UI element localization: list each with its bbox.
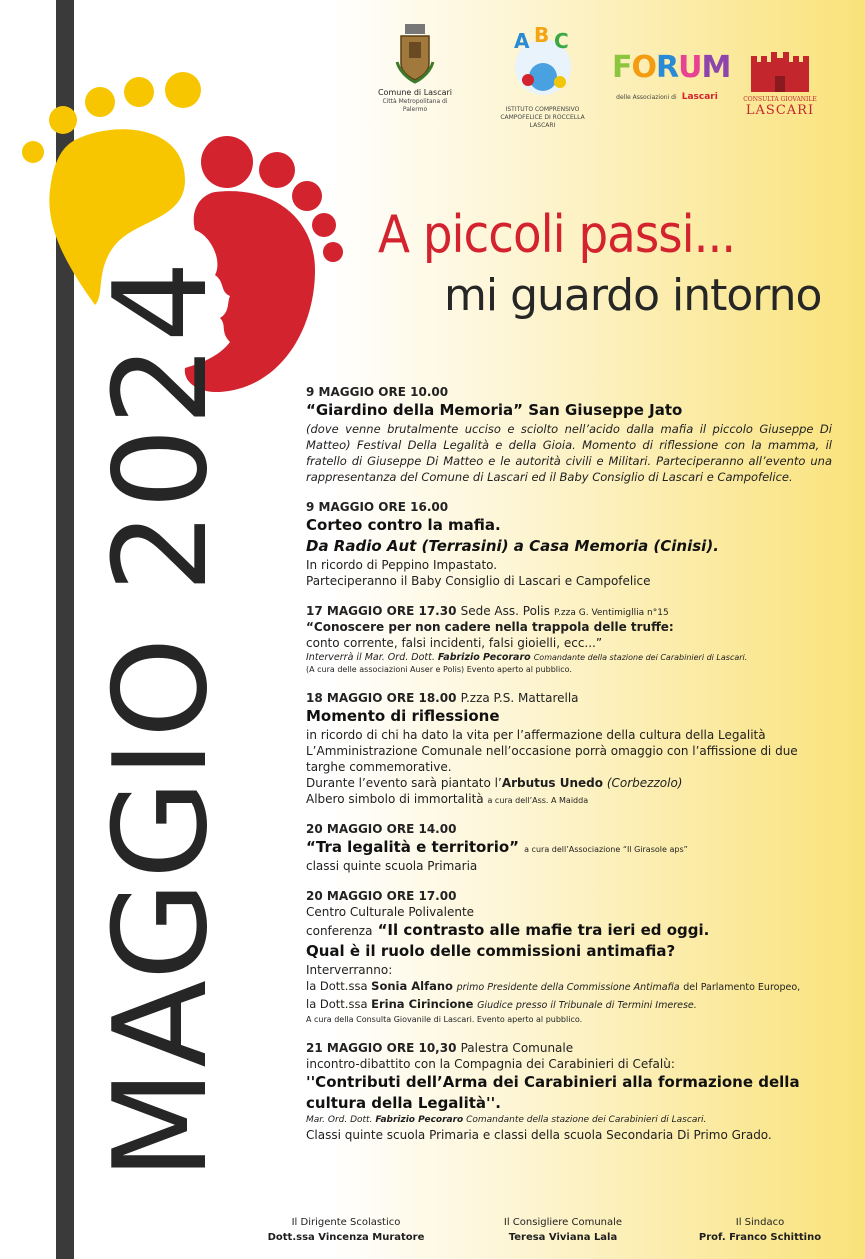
speaker-name: Sonia Alfano <box>371 979 453 993</box>
svg-text:B: B <box>533 23 549 47</box>
istituto-logo <box>495 22 590 130</box>
event-heading: “Tra legalità e territorio” <box>306 838 520 856</box>
event-heading-row <box>306 837 832 858</box>
main-title-line1: A piccoli passi... <box>378 205 736 265</box>
event-line: Classi quinte scuola Primaria e classi della scuola Secondaria Di Primo Grado. <box>306 1128 772 1142</box>
event-address: P.zza G. Ventimigllia n°15 <box>554 608 669 618</box>
consulta-line1: CONSULTA GIOVANILE <box>743 96 817 103</box>
event-line: in ricordo di chi ha dato la vita per l’affermazione della cultura della Legalità <box>306 728 766 742</box>
event-speaker-1 <box>306 978 832 996</box>
speaker-prefix: la Dott.ssa <box>306 979 368 993</box>
svg-text:C: C <box>553 29 569 53</box>
forum-logo: FORUM delle Associazioni di Lascari <box>612 50 731 102</box>
main-title-line2: mi guardo intorno <box>444 270 822 321</box>
comune-logo <box>370 22 460 114</box>
event-date <box>306 1040 832 1056</box>
comune-name: Comune di Lascari <box>377 88 453 97</box>
coat-of-arms-icon <box>395 22 435 84</box>
istituto-line1: ISTITUTO COMPRENSIVO <box>505 106 580 113</box>
event-quote: “Conoscere per non cadere nella trappola delle truffe: <box>306 620 674 634</box>
event-line: In ricordo di Peppino Impastato. <box>306 558 498 572</box>
event-location: P.zza P.S. Mattarella <box>460 691 579 705</box>
abc-school-icon <box>508 22 578 102</box>
signature-role: Il Consigliere Comunale <box>503 1217 623 1228</box>
event-date: 20 MAGGIO ORE 14.00 <box>306 822 457 836</box>
comune-sub: Città Metropolitana di Palermo <box>382 98 448 113</box>
speaker-name: Erina Cirincione <box>371 997 474 1011</box>
event-heading: Momento di riflessione <box>306 707 500 725</box>
event-heading: “Giardino della Memoria” San Giuseppe Jato <box>306 401 683 419</box>
event-date-text: 18 MAGGIO ORE 18.00 <box>306 691 457 705</box>
speaker-role-tail: del Parlamento Europeo, <box>683 982 801 993</box>
event-line: Interverranno: <box>306 963 393 977</box>
event-route: Da Radio Aut (Terrasini) a Casa Memoria (Cinisi) <box>306 537 714 555</box>
consulta-logo <box>738 48 822 118</box>
event-line: classi quinte scuola Primaria <box>306 859 478 873</box>
logo-strip <box>0 0 865 150</box>
event-1 <box>306 384 832 485</box>
consulta-line2: LASCARI <box>745 103 815 118</box>
speaker-role: Comandante della stazione dei Carabinieri di Lascari. <box>533 653 748 662</box>
event-line: Parteciperanno il Baby Consiglio di Lascari e Campofelice <box>306 574 651 588</box>
event-location: Palestra Comunale <box>460 1041 574 1055</box>
event-6 <box>306 888 832 1026</box>
speaker-prefix: Mar. Ord. Dott. <box>306 1115 373 1125</box>
event-speaker <box>306 651 832 664</box>
signature-role: Il Dirigente Scolastico <box>291 1217 401 1228</box>
speaker-name: Fabrizio Pecoraro <box>437 652 531 663</box>
event-date: 9 MAGGIO ORE 16.00 <box>306 500 449 514</box>
event-subheading: Da Radio Aut (Terrasini) a Casa Memoria (Cinisi). <box>306 537 719 555</box>
event-2 <box>306 499 832 589</box>
event-organizer: a cura dell’Associazione “Il Girasole aps” <box>524 845 688 854</box>
event-organizer: a cura dell’Ass. A Maidda <box>487 796 589 805</box>
event-location: Sede Ass. Polis <box>460 604 550 618</box>
event-note: (A cura delle associazioni Auser e Polis) Evento aperto al pubblico. <box>306 665 572 674</box>
castle-icon <box>747 48 813 92</box>
event-date: 9 MAGGIO ORE 10.00 <box>306 385 449 399</box>
event-heading-2: Qual è il ruolo delle commissioni antimafia? <box>306 942 676 960</box>
signature-dirigente <box>246 1215 446 1245</box>
istituto-line3: LASCARI <box>529 122 556 129</box>
event-heading: Corteo contro la mafia. <box>306 516 501 534</box>
event-heading: ''Contributi dell’Arma dei Carabinieri alla formazione della <box>306 1073 800 1091</box>
month-vertical-title: MAGGIO 2024 <box>87 258 236 1180</box>
event-speaker-2 <box>306 996 832 1014</box>
speaker-role: Comandante della stazione dei Carabinieri di Lascari. <box>466 1115 707 1125</box>
svg-text:A: A <box>513 29 529 53</box>
event-text: Durante l’evento sarà piantato l’ <box>306 776 502 790</box>
speaker-prefix: la Dott.ssa <box>306 997 368 1011</box>
event-line: L’Amministrazione Comunale nell’occasione porrà omaggio con l’affissione di due targhe commemorative. <box>306 744 798 774</box>
speaker-role: primo Presidente della Commissione Antimafia <box>456 982 680 993</box>
event-4 <box>306 690 832 807</box>
event-date <box>306 603 832 619</box>
tree-name: Arbutus Unedo <box>501 776 604 790</box>
forum-sub: delle Associazioni di <box>616 94 677 101</box>
event-line: incontro-dibattito con la Compagnia dei Carabinieri di Cefalù: <box>306 1057 675 1071</box>
signature-role: Il Sindaco <box>735 1217 785 1228</box>
signature-name: Dott.ssa Vincenza Muratore <box>267 1232 425 1243</box>
speaker-role: Giudice presso il Tribunale di Termini Imerese. <box>477 1000 697 1011</box>
speaker-name: Fabrizio Pecoraro <box>375 1115 464 1125</box>
event-heading-2: cultura della Legalità''. <box>306 1094 501 1112</box>
event-date: 20 MAGGIO ORE 17.00 <box>306 889 457 903</box>
event-line <box>306 775 832 791</box>
event-speaker <box>306 1114 832 1127</box>
event-5 <box>306 821 832 874</box>
event-heading: “Il contrasto alle mafie tra ieri ed oggi. <box>377 921 710 939</box>
event-date-text: 17 MAGGIO ORE 17.30 <box>306 604 457 618</box>
event-text: conferenza <box>306 924 373 938</box>
event-note: A cura della Consulta Giovanile di Lascari. Evento aperto al pubblico. <box>306 1015 583 1024</box>
signature-name: Teresa Viviana Lala <box>508 1232 618 1243</box>
event-date-text: 21 MAGGIO ORE 10,30 <box>306 1041 457 1055</box>
signature-name: Prof. Franco Schittino <box>698 1232 822 1243</box>
signature-sindaco <box>660 1215 860 1245</box>
forum-town: Lascari <box>681 92 718 102</box>
speaker-prefix: Interverrà il Mar. Ord. Dott. <box>306 652 435 663</box>
event-heading-row <box>306 920 832 941</box>
signature-consigliere <box>463 1215 663 1245</box>
istituto-line2: CAMPOFELICE DI ROCCELLA <box>500 114 585 121</box>
event-7 <box>306 1040 832 1143</box>
event-quote-2: conto corrente, falsi incidenti, falsi gioielli, ecc...” <box>306 636 603 650</box>
event-description: (dove venne brutalmente ucciso e sciolto nell’acido dalla mafia il piccolo Giuseppe Di Matteo) Festival Della Legalità e della Gioia. Momento di riflessione con la mamma, il fratello di Giuseppe Di Matteo e le autorità civili e Militari. Parteciperanno all’evento una rappresentanza del Comune di Lascari ed il Baby Consiglio di Lascari e Campofelice. <box>306 422 832 484</box>
event-date <box>306 690 832 706</box>
event-line: Centro Culturale Polivalente <box>306 905 475 919</box>
event-text: Albero simbolo di immortalità <box>306 792 484 806</box>
event-3 <box>306 603 832 676</box>
event-list <box>306 384 832 1157</box>
tree-common-name: (Corbezzolo) <box>606 776 683 790</box>
event-line <box>306 791 832 807</box>
